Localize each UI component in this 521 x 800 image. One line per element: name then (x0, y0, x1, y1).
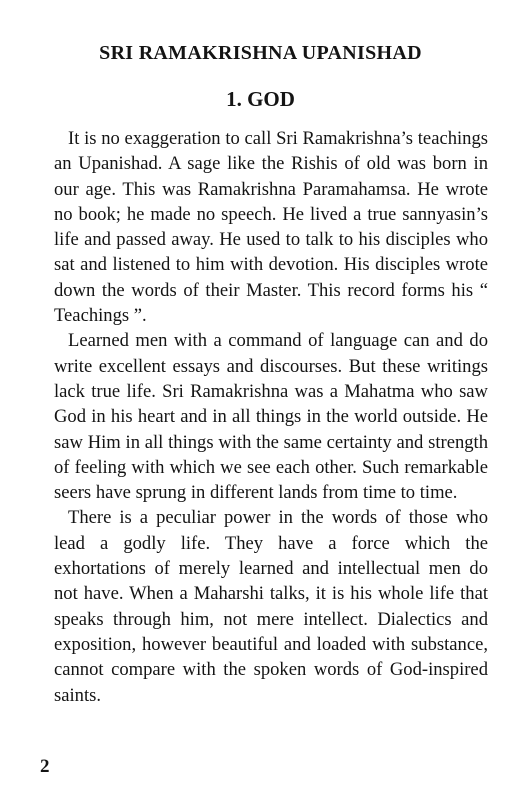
body-text (54, 126, 488, 708)
book-title: SRI RAMAKRISHNA UPANISHAD (99, 42, 422, 64)
page-number: 2 (40, 756, 50, 777)
paragraph-2: Learned men with a command of language can and do write excellent essays and discourses. But these writings lack true life. Sri Ramakrishna was a Mahatma who saw God in his heart and in all things in the world outside. He saw Him in all things with the same certainty and strength of feeling with which we see each other. Such remarkable seers have sprung in different lands from time to time. (54, 330, 488, 504)
paragraph-1: It is no exaggeration to call Sri Ramakrishna’s teachings an Upanishad. A sage like the Rishis of old was born in our age. This was Ramakrishna Paramahamsa. He wrote no book; he made no speech. He lived a true sannyasin’s life and passed away. He used to talk to his disciples who sat and listened to him with devotion. His disciples wrote down the words of their Master. This record forms his “ Teachings ”. (54, 128, 488, 327)
chapter-title: 1. GOD (226, 87, 295, 111)
paragraph-3: There is a peculiar power in the words of those who lead a godly life. They have a force which the exhortations of merely learned and intellectual men do not have. When a Maharshi talks, it is his whole life that speaks through him, not mere intellect. Dialectics and exposition, however beautiful and loaded with substance, cannot compare with the spoken words of God-inspired saints. (54, 507, 488, 706)
